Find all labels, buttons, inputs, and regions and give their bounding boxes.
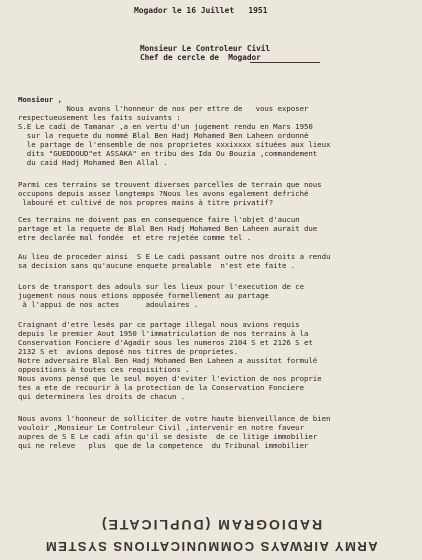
paragraph-line: tes a ete de recourir à la protection de la Conservation Fonciere bbox=[18, 383, 304, 392]
paragraph-line: Nous avons l'honneur de solliciter de votre haute bienveillance de bien bbox=[18, 414, 331, 423]
paragraph-line: Nous avons pensé que le seul moyen d'eviter l'eviction de nos proprie bbox=[18, 374, 322, 383]
footer-form-title: RADIOGRAM (DUPLICATE) bbox=[99, 517, 323, 533]
paragraph-line: respectueusement les faits suivants : bbox=[18, 113, 181, 122]
paragraph-line: aupres de S E Le cadi afin qu'il se desiste de ce litige immobilier bbox=[18, 432, 318, 441]
paragraph-line: sa decision sans qu'aucune enquete prealable n'est ete faite . bbox=[18, 261, 296, 270]
paragraph-line: qui ne releve plus que de la competence du Tribunal immobilier bbox=[18, 441, 309, 450]
paragraph-line: occupons depuis assez longtemps ?Nous les avons egalement defriché bbox=[18, 189, 309, 198]
addressee-title: Monsieur Le Controleur Civil bbox=[140, 44, 271, 53]
paragraph-line: du caid Hadj Mohamed Ben Allal . bbox=[18, 158, 168, 167]
paragraph-decision bbox=[18, 252, 330, 270]
paragraph-line: à l'appui de nos actes adoulaires . bbox=[18, 300, 199, 309]
paragraph-facts bbox=[18, 104, 330, 167]
paragraph-line: partage et la requete de Blal Ben Hadj Mohamed Ben Laheen aurait due bbox=[18, 224, 318, 233]
addressee-office: Chef de cercle de Mogador bbox=[140, 53, 261, 62]
paragraph-line: Ces terrains ne doivent pas en consequence faire l'objet d'aucun bbox=[18, 215, 300, 224]
paragraph-parcels bbox=[18, 180, 322, 207]
paragraph-line: Craignant d'etre lesés par ce partage illegal nous avions requis bbox=[18, 320, 300, 329]
paragraph-requisitions bbox=[18, 320, 322, 401]
paragraph-line: Au lieu de proceder ainsi S E Le cadi passant outre nos droits a rendu bbox=[18, 252, 331, 261]
paragraph-terrains bbox=[18, 215, 317, 242]
paragraph-line: dits "GUEDDOUD"et ASSAKA" en tribu des Ida Ou Bouzia ,commandement bbox=[18, 149, 318, 158]
paragraph-transport bbox=[18, 282, 304, 309]
paragraph-line: qui determinera les droits de chacun . bbox=[18, 392, 186, 401]
paragraph-line: labouré et cultivé de nos propres mains à titre privatif? bbox=[18, 198, 274, 207]
paragraph-line: le partage de l'ensemble de nos proprietes xxxixxxx situées aux lieux bbox=[18, 140, 331, 149]
paragraph-line: etre declarée mal fondée et etre rejetée comme tel . bbox=[18, 233, 252, 242]
paragraph-line: Notre adversaire Blal Ben Hadj Mohamed Ben Laheen a aussitot formulé bbox=[18, 356, 318, 365]
paragraph-line: depuis le premier Aout 1950 l'immatriculation de nos terrains à la bbox=[18, 329, 309, 338]
paragraph-line: 2132 S et avions deposé nos titres de proprietes. bbox=[18, 347, 238, 356]
paragraph-line: Parmi ces terrains se trouvent diverses parcelles de terrain que nous bbox=[18, 180, 322, 189]
paragraph-line: vouloir ,Monsieur Le Controleur Civil ,intervenir en notre faveur bbox=[18, 423, 304, 432]
paragraph-line: Lors de transport des adouls sur les lieux pour l'execution de ce bbox=[18, 282, 304, 291]
paragraph-line: Nous avons l'honneur de nos per ettre de vous exposer bbox=[18, 104, 309, 113]
paragraph-line: sur la requete du nommé Blal Ben Hadj Mohamed Ben Laheen ordonné bbox=[18, 131, 309, 140]
paragraph-line: S.E Le cadi de Tamanar ,a en vertu d'un jugement rendu en Mars 1950 bbox=[18, 122, 313, 131]
paragraph-line: oppositions à toutes ces requisitions . bbox=[18, 365, 190, 374]
radiogram-footer bbox=[0, 505, 422, 560]
footer-system-name: ARMY AIRWAYS COMMUNICATIONS SYSTEM bbox=[44, 539, 378, 554]
paragraph-line: Conservation Fonciere d'Agadir sous les numeros 2104 S et 2126 S et bbox=[18, 338, 313, 347]
paragraph-request bbox=[18, 414, 330, 450]
salutation: Monsieur , bbox=[18, 95, 62, 104]
paragraph-line: jugement nous nous etions opposée formellement au partage bbox=[18, 291, 269, 300]
letter-date: Mogador le 16 Juillet 1951 bbox=[134, 6, 268, 15]
addressee-underline bbox=[250, 62, 320, 63]
